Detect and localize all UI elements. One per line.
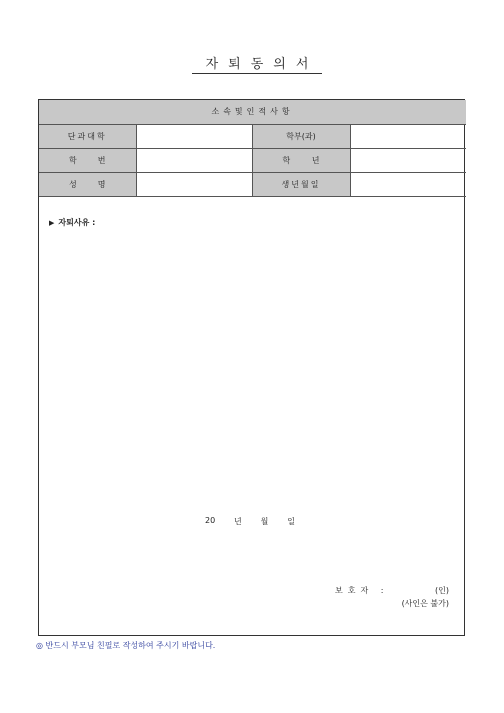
guardian-signature-line bbox=[335, 585, 449, 596]
birthdate-field[interactable] bbox=[350, 172, 466, 196]
college-field[interactable] bbox=[136, 124, 252, 148]
grade-label: 학 년 bbox=[252, 148, 350, 172]
date-month-unit: 월 bbox=[260, 517, 269, 526]
seal-mark: (인) bbox=[435, 586, 449, 595]
name-label: 성 명 bbox=[39, 172, 136, 196]
withdrawal-reason-label: ▶ 자퇴사유 : bbox=[49, 218, 96, 227]
date-year: 20 bbox=[205, 516, 216, 525]
department-label: 학부(과) bbox=[252, 124, 350, 148]
name-field[interactable] bbox=[136, 172, 252, 196]
college-label: 단과대학 bbox=[39, 124, 136, 148]
arrow-right-icon: ▶ bbox=[49, 219, 55, 227]
footnote: ◎ 반드시 부모님 친필로 작성하여 주시기 바랍니다. bbox=[36, 641, 216, 650]
department-field[interactable] bbox=[350, 124, 466, 148]
personal-info-table bbox=[39, 100, 466, 197]
section-header: 소속및인적사항 bbox=[39, 100, 466, 124]
birthdate-label: 생년월일 bbox=[252, 172, 350, 196]
page-title: 자퇴동의서 bbox=[192, 57, 322, 74]
guardian-label: 보호자 : bbox=[335, 586, 389, 595]
consent-form bbox=[38, 99, 465, 636]
date-day-unit: 일 bbox=[287, 517, 295, 526]
student-id-label: 학 번 bbox=[39, 148, 136, 172]
signature-note: (사인은 불가) bbox=[401, 599, 449, 608]
grade-field[interactable] bbox=[350, 148, 466, 172]
student-id-field[interactable] bbox=[136, 148, 252, 172]
date-line bbox=[205, 516, 295, 527]
date-year-unit: 년 bbox=[234, 517, 242, 526]
